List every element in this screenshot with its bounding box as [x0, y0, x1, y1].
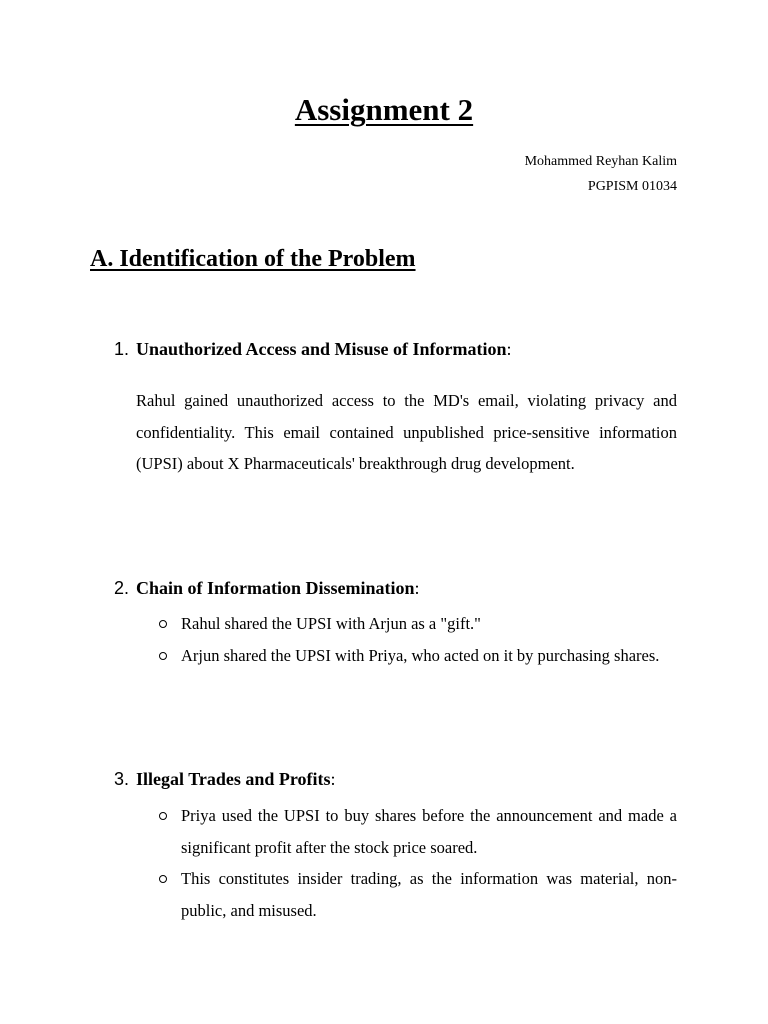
item-heading-label: Unauthorized Access and Misuse of Information — [136, 339, 507, 359]
item-heading-3 — [114, 769, 336, 790]
author-id: PGPISM 01034 — [587, 179, 677, 194]
item-number: 3. — [114, 769, 130, 789]
list-item-text: Arjun shared the UPSI with Priya, who acted on it by purchasing shares. — [181, 645, 660, 665]
hollow-circle-bullet-icon — [159, 875, 167, 883]
list-item — [155, 800, 677, 863]
hollow-circle-bullet-icon — [159, 652, 167, 660]
list-item — [155, 863, 677, 926]
bullet-list-3 — [155, 800, 677, 926]
list-item — [155, 608, 677, 640]
item-heading-suffix: : — [414, 578, 420, 598]
item-heading-1 — [114, 339, 512, 360]
item-paragraph-1: Rahul gained unauthorized access to the MD's email, violating privacy and confidentiality. This email contained unpublished price-sensitive information (UPSI) about X Pharmaceuticals' breakthrough drug development. — [136, 391, 677, 473]
item-number: 1. — [114, 339, 130, 359]
bullet-list-2 — [155, 608, 677, 671]
list-item — [155, 640, 677, 672]
document-title: Assignment 2 — [294, 92, 474, 127]
item-heading-suffix: : — [330, 769, 336, 789]
list-item-text: Rahul shared the UPSI with Arjun as a "gift." — [181, 614, 481, 633]
item-heading-label: Chain of Information Dissemination — [136, 578, 415, 598]
section-heading: A. Identification of the Problem — [90, 246, 416, 272]
item-heading-suffix: : — [506, 339, 512, 359]
list-item-text: Priya used the UPSI to buy shares before the announcement and made a significant profit after the stock price soared. — [181, 806, 677, 857]
hollow-circle-bullet-icon — [159, 620, 167, 628]
author-name: Mohammed Reyhan Kalim — [524, 154, 677, 169]
list-item-text: This constitutes insider trading, as the information was material, non-public, and misused. — [181, 869, 677, 920]
item-heading-label: Illegal Trades and Profits — [136, 769, 331, 789]
item-number: 2. — [114, 578, 130, 598]
hollow-circle-bullet-icon — [159, 812, 167, 820]
item-heading-2 — [114, 578, 420, 599]
